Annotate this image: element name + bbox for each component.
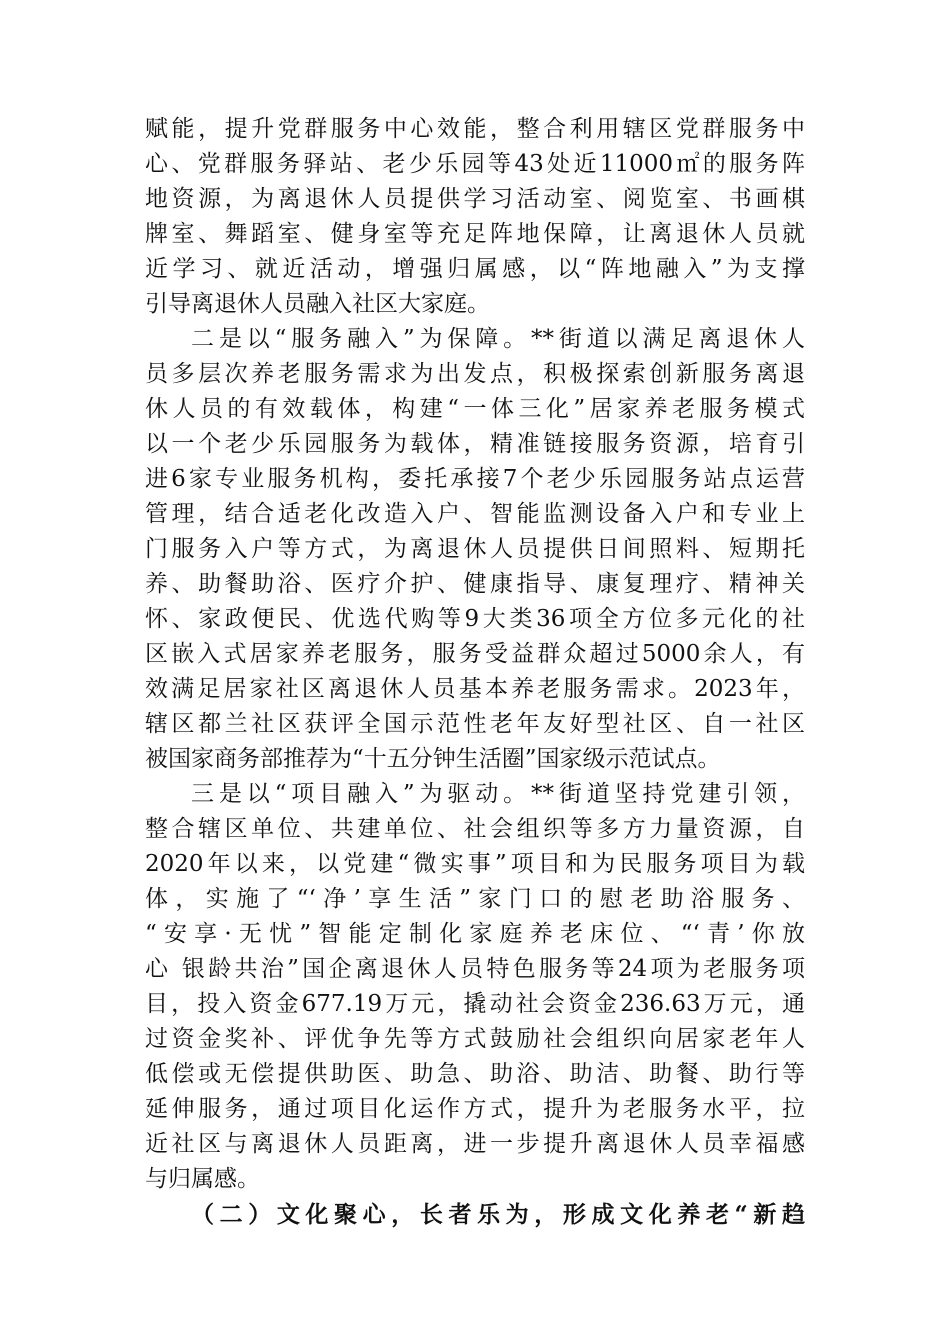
paragraph-line: 延伸服务，通过项目化运作方式，提升为老服务水平，拉 bbox=[145, 1096, 805, 1122]
section-heading-line: （二）文化聚心，长者乐为，形成文化养老“新趋 bbox=[191, 1201, 805, 1228]
paragraph-line: 区嵌入式居家养老服务，服务受益群众超过5000余人，有 bbox=[145, 641, 805, 667]
section-heading-culture bbox=[145, 1197, 805, 1232]
paragraph-line: 近学习、就近活动，增强归属感，以“阵地融入”为支撑 bbox=[145, 256, 805, 282]
paragraph-line: 二是以“服务融入”为保障。**街道以满足离退休人 bbox=[191, 326, 805, 352]
paragraph-line: 近社区与离退休人员距离，进一步提升离退休人员幸福感 bbox=[145, 1131, 805, 1157]
paragraph-line: 2020年以来，以党建“微实事”项目和为民服务项目为载 bbox=[145, 851, 805, 877]
paragraph-line: 心 银龄共治”国企离退休人员特色服务等24项为老服务项 bbox=[145, 956, 805, 982]
paragraph-line: 员多层次养老服务需求为出发点，积极探索创新服务离退 bbox=[145, 361, 805, 387]
paragraph-line: 地资源，为离退休人员提供学习活动室、阅览室、书画棋 bbox=[145, 186, 805, 212]
paragraph-line: 管理，结合适老化改造入户、智能监测设备入户和专业上 bbox=[145, 501, 805, 527]
paragraph-project-integration bbox=[145, 777, 805, 1197]
paragraph-line: 心、党群服务驿站、老少乐园等43处近11000㎡的服务阵 bbox=[145, 151, 805, 177]
paragraph-line: 过资金奖补、评优争先等方式鼓励社会组织向居家老年人 bbox=[145, 1026, 805, 1052]
paragraph-line: 休人员的有效载体，构建“一体三化”居家养老服务模式 bbox=[145, 396, 805, 422]
paragraph-line: 引导离退休人员融入社区大家庭。 bbox=[145, 291, 490, 317]
paragraph-line: 低偿或无偿提供助医、助急、助浴、助洁、助餐、助行等 bbox=[145, 1061, 805, 1087]
document-body bbox=[145, 112, 805, 1232]
paragraph-line: “安享·无忧”智能定制化家庭养老床位、“‘青’你放 bbox=[145, 921, 805, 947]
paragraph-line: 牌室、舞蹈室、健身室等充足阵地保障，让离退休人员就 bbox=[145, 221, 805, 247]
paragraph-line: 赋能，提升党群服务中心效能，整合利用辖区党群服务中 bbox=[145, 116, 805, 142]
paragraph-line: 怀、家政便民、优选代购等9大类36项全方位多元化的社 bbox=[145, 606, 805, 632]
paragraph-line: 辖区都兰社区获评全国示范性老年友好型社区、自一社区 bbox=[145, 711, 805, 737]
paragraph-service-integration bbox=[145, 322, 805, 777]
paragraph-line: 进6家专业服务机构，委托承接7个老少乐园服务站点运营 bbox=[145, 466, 805, 492]
paragraph-line: 门服务入户等方式，为离退休人员提供日间照料、短期托 bbox=[145, 536, 805, 562]
paragraph-line: 被国家商务部推荐为“十五分钟生活圈”国家级示范试点。 bbox=[145, 746, 721, 772]
paragraph-venue-integration bbox=[145, 112, 805, 322]
paragraph-line: 目，投入资金677.19万元，撬动社会资金236.63万元，通 bbox=[145, 991, 805, 1017]
paragraph-line: 三是以“项目融入”为驱动。**街道坚持党建引领， bbox=[191, 781, 805, 807]
paragraph-line: 体，实施了“‘净’享生活”家门口的慰老助浴服务、 bbox=[145, 886, 805, 912]
paragraph-line: 整合辖区单位、共建单位、社会组织等多方力量资源，自 bbox=[145, 816, 805, 842]
paragraph-line: 养、助餐助浴、医疗介护、健康指导、康复理疗、精神关 bbox=[145, 571, 805, 597]
paragraph-line: 与归属感。 bbox=[145, 1166, 260, 1192]
paragraph-line: 以一个老少乐园服务为载体，精准链接服务资源，培育引 bbox=[145, 431, 805, 457]
paragraph-line: 效满足居家社区离退休人员基本养老服务需求。2023年， bbox=[145, 676, 805, 702]
